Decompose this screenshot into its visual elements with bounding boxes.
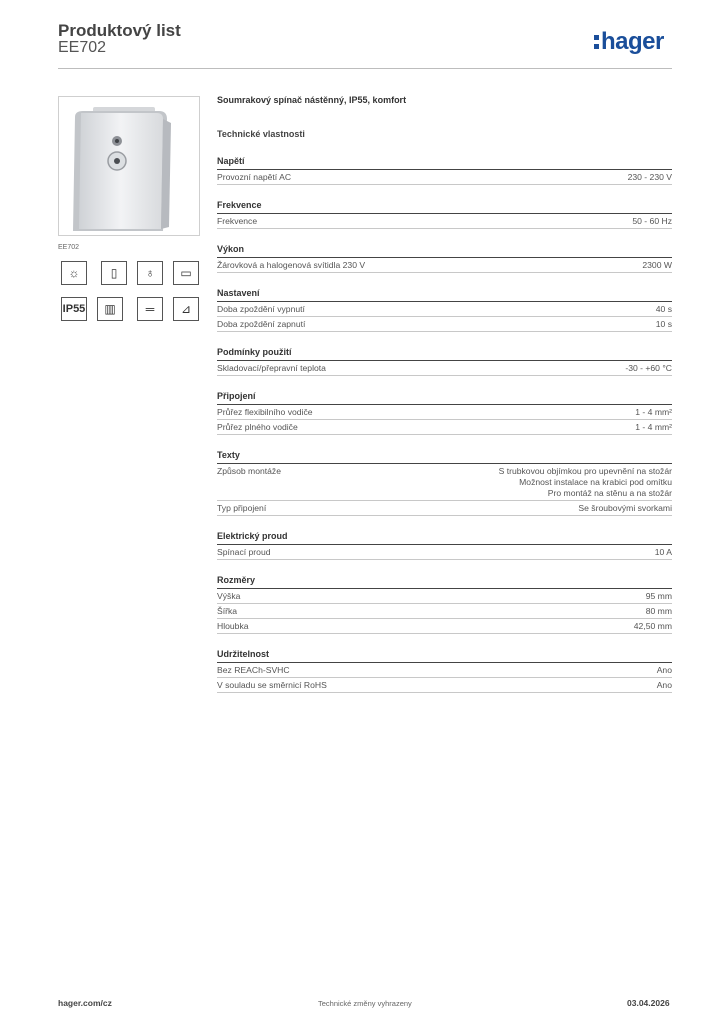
page-title: Produktový list xyxy=(58,21,181,40)
footer-date: 03.04.2026 xyxy=(627,998,670,1008)
spec-group-title: Výkon xyxy=(217,243,672,258)
spec-label: Frekvence xyxy=(217,216,258,226)
ip55-icon: IP55 xyxy=(61,297,87,321)
footer-website-link[interactable]: hager.com/cz xyxy=(58,998,112,1008)
spec-group-title: Podmínky použití xyxy=(217,346,672,361)
spec-group-title: Připojení xyxy=(217,390,672,405)
spec-value: Ano xyxy=(656,665,672,675)
spec-group-title: Texty xyxy=(217,449,672,464)
spec-value: 80 mm xyxy=(645,606,672,616)
fluorescent-lamp-icon: ▯ xyxy=(101,261,127,285)
spec-value: -30 - +60 °C xyxy=(625,363,672,373)
spec-value: 230 - 230 V xyxy=(627,172,672,182)
spec-group-title: Nastavení xyxy=(217,287,672,302)
spec-row xyxy=(217,663,672,678)
spec-label: Bez REACh-SVHC xyxy=(217,665,290,675)
spec-label: Doba zpoždění zapnutí xyxy=(217,319,306,329)
spec-label: Průřez flexibilního vodiče xyxy=(217,407,313,417)
spec-label: Výška xyxy=(217,591,241,601)
spec-label: Hloubka xyxy=(217,621,249,631)
spec-value: 40 s xyxy=(655,304,672,314)
bulb-icon: ♁ xyxy=(137,261,163,285)
spec-group xyxy=(217,574,672,634)
spec-row xyxy=(217,589,672,604)
spec-row xyxy=(217,405,672,420)
spec-group xyxy=(217,530,672,560)
spec-row xyxy=(217,545,672,560)
spec-group xyxy=(217,346,672,376)
spec-group-title: Rozměry xyxy=(217,574,672,589)
spec-label: Průřez plného vodiče xyxy=(217,422,298,432)
spec-groups xyxy=(217,155,672,693)
product-code: EE702 xyxy=(58,39,107,56)
double-insulation-icon: ▥ xyxy=(97,297,123,321)
spec-group-title: Napětí xyxy=(217,155,672,170)
spec-value: Ano xyxy=(656,680,672,690)
spec-value: 1 - 4 mm² xyxy=(635,422,672,432)
spec-value: 10 A xyxy=(654,547,672,557)
spec-value: 10 s xyxy=(655,319,672,329)
spec-value: 95 mm xyxy=(645,591,672,601)
spec-row xyxy=(217,501,672,516)
spec-value: 50 - 60 Hz xyxy=(632,216,672,226)
spec-label: Žárovková a halogenová svítidla 230 V xyxy=(217,260,366,270)
spec-row xyxy=(217,420,672,435)
spec-label: Typ připojení xyxy=(217,503,267,513)
spec-value: Se šroubovými svorkami xyxy=(578,503,672,513)
logo-dots-icon xyxy=(594,32,599,50)
spec-row xyxy=(217,604,672,619)
spec-group xyxy=(217,287,672,332)
spec-value: 42,50 mm xyxy=(633,621,672,631)
spec-value: 1 - 4 mm² xyxy=(635,407,672,417)
spec-row xyxy=(217,258,672,273)
product-description: Soumrakový spínač nástěnný, IP55, komfort xyxy=(217,95,407,105)
spec-label: Šířka xyxy=(217,606,238,616)
wall-mount-icon: ⊿ xyxy=(173,297,199,321)
spec-label: Způsob montáže xyxy=(217,466,282,476)
linear-lamp-icon: ═ xyxy=(137,297,163,321)
product-photo-drawing xyxy=(59,97,199,235)
spec-group xyxy=(217,449,672,516)
spec-row xyxy=(217,302,672,317)
spec-group xyxy=(217,648,672,693)
spec-row xyxy=(217,214,672,229)
hager-logo[interactable] xyxy=(594,29,664,55)
spec-row xyxy=(217,317,672,332)
spec-group xyxy=(217,199,672,229)
spec-row xyxy=(217,678,672,693)
spec-group xyxy=(217,390,672,435)
spec-row xyxy=(217,464,672,501)
header-divider xyxy=(58,68,672,69)
tube-lamp-icon: ▭ xyxy=(173,261,199,285)
spec-row xyxy=(217,361,672,376)
footer-disclaimer: Technické změny vyhrazeny xyxy=(318,999,412,1008)
spec-label: Doba zpoždění vypnutí xyxy=(217,304,305,314)
spec-row xyxy=(217,619,672,634)
light-sensor-icon: ☼ xyxy=(61,261,87,285)
spec-group-title: Frekvence xyxy=(217,199,672,214)
spec-row xyxy=(217,170,672,185)
spec-label: Spínací proud xyxy=(217,547,271,557)
product-image xyxy=(58,96,200,236)
spec-label: Provozní napětí AC xyxy=(217,172,292,182)
spec-label: V souladu se směrnicí RoHS xyxy=(217,680,327,690)
spec-label: Skladovací/přepravní teplota xyxy=(217,363,326,373)
specifications xyxy=(217,95,672,693)
spec-group-title: Udržitelnost xyxy=(217,648,672,663)
spec-value: S trubkovou objímkou pro upevnění na stožár Možnost instalace na krabici pod omítku Pro montáž na stěnu a na stožár xyxy=(498,466,672,498)
spec-group xyxy=(217,243,672,273)
product-image-label: EE702 xyxy=(58,244,80,251)
section-title: Technické vlastnosti xyxy=(217,129,305,139)
spec-group xyxy=(217,155,672,185)
spec-value: 2300 W xyxy=(642,260,672,270)
spec-group-title: Elektrický proud xyxy=(217,530,672,545)
logo-text: hager xyxy=(601,28,664,55)
